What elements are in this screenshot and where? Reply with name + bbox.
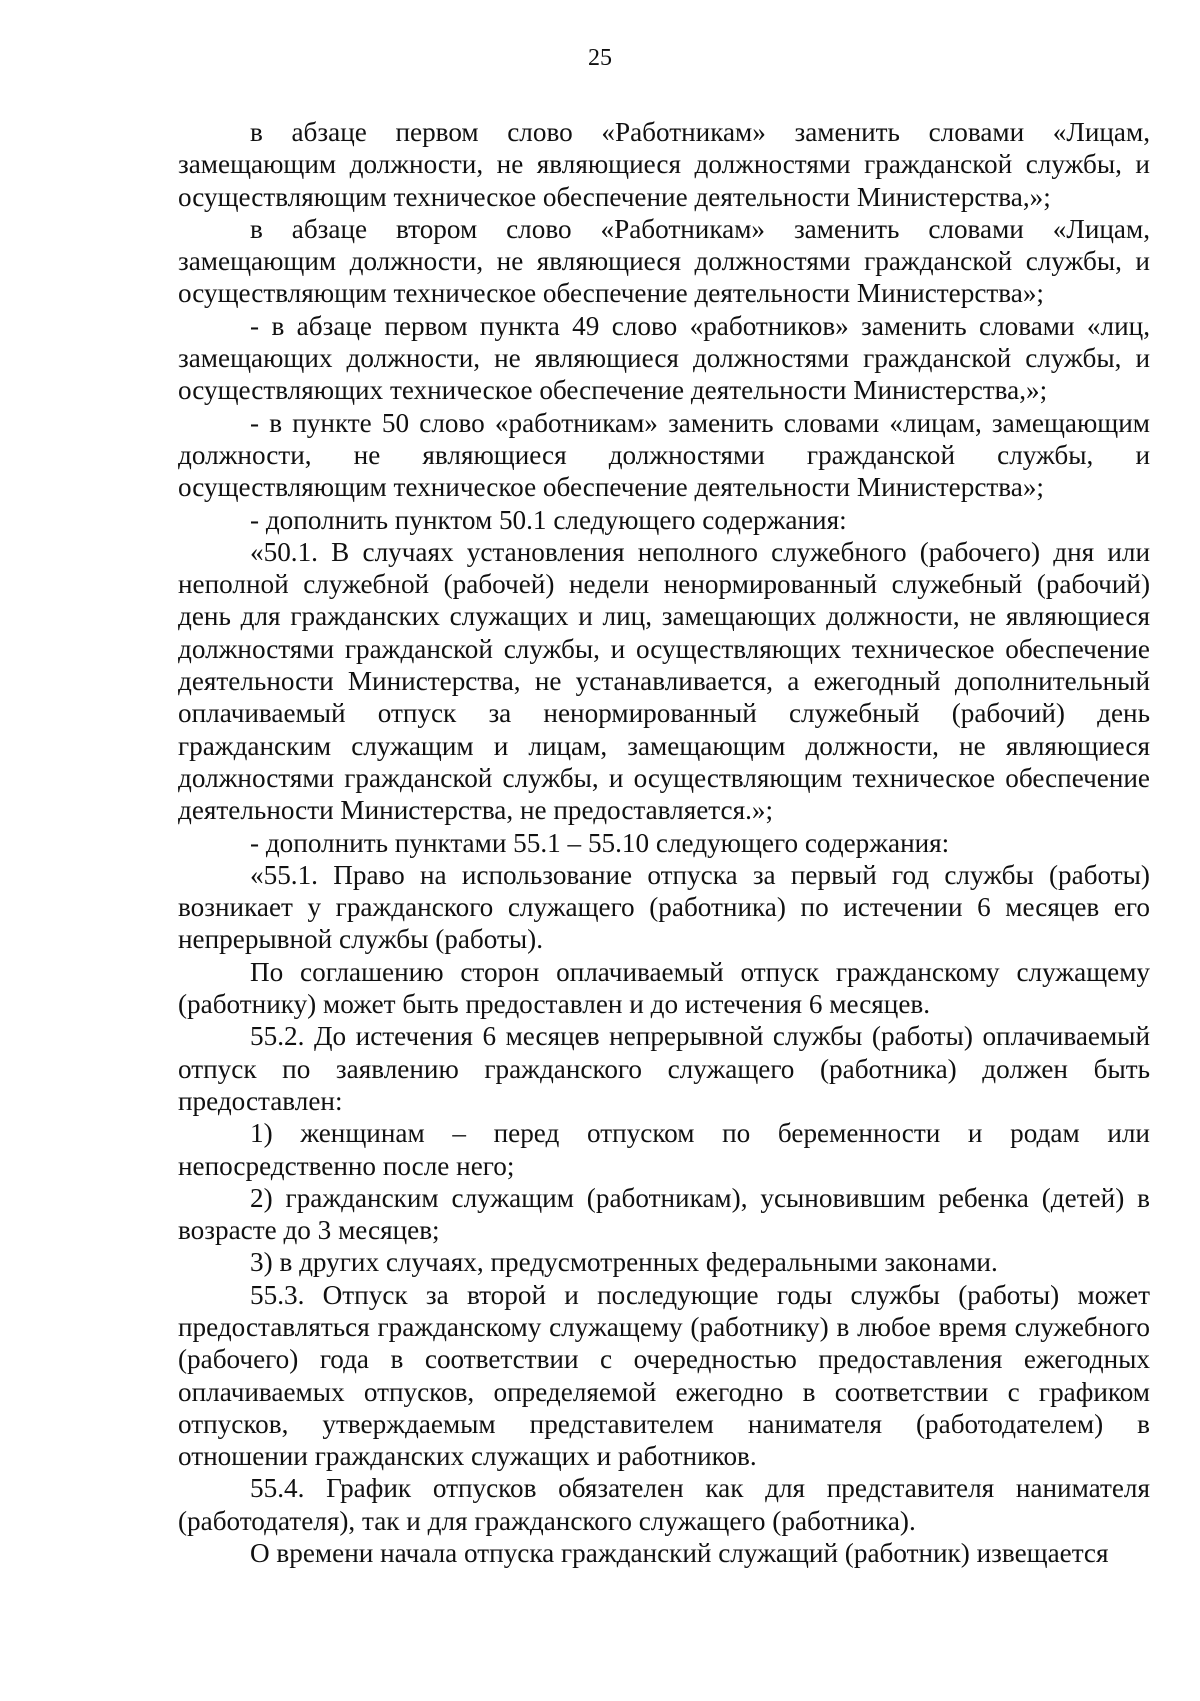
paragraph: 1) женщинам – перед отпуском по беременности и родам или непосредственно после него;	[178, 1118, 1150, 1181]
document-body	[178, 116, 1150, 1569]
paragraph: «55.1. Право на использование отпуска за первый год службы (работы) возникает у гражданского служащего (работника) по истечении 6 месяцев его непрерывной службы (работы).	[178, 859, 1150, 955]
paragraph: «50.1. В случаях установления неполного служебного (рабочего) дня или неполной служебной (рабочей) недели ненормированный служебный (рабочий) день для гражданских служащих и лиц, замещающих должности, не являющиеся должностями гражданской службы, и осуществляющих техническое обеспечение деятельности Министерства, не устанавливается, а ежегодный дополнительный оплачиваемый отпуск за ненормированный служебный (рабочий) день гражданским служащим и лицам, замещающим должности, не являющиеся должностями гражданской службы, и осуществляющим техническое обеспечение деятельности Министерства, не предоставляется.»;	[178, 536, 1150, 826]
paragraph: 55.3. Отпуск за второй и последующие годы службы (работы) может предоставляться гражданскому служащему (работнику) в любое время служебного (рабочего) года в соответствии с очередностью предоставления ежегодных оплачиваемых отпусков, определяемой ежегодно в соответствии с графиком отпусков, утверждаемым представителем нанимателя (работодателем) в отношении гражданских служащих и работников.	[178, 1279, 1150, 1472]
paragraph: - в абзаце первом пункта 49 слово «работников» заменить словами «лиц, замещающих должности, не являющиеся должностями гражданской службы, и осуществляющих техническое обеспечение деятельности Министерства,»;	[178, 310, 1150, 406]
paragraph: 55.2. До истечения 6 месяцев непрерывной службы (работы) оплачиваемый отпуск по заявлению гражданского служащего (работника) должен быть предоставлен:	[178, 1021, 1150, 1116]
paragraph: По соглашению сторон оплачиваемый отпуск гражданскому служащему (работнику) может быть предоставлен и до истечения 6 месяцев.	[178, 956, 1150, 1020]
paragraph: - в пункте 50 слово «работникам» заменить словами «лицам, замещающим должности, не являющиеся должностями гражданской службы, и осуществляющим техническое обеспечение деятельности Министерства»;	[178, 407, 1150, 503]
page-number: 25	[588, 45, 612, 71]
paragraph: в абзаце втором слово «Работникам» заменить словами «Лицам, замещающим должности, не являющиеся должностями гражданской службы, и осуществляющим техническое обеспечение деятельности Министерства»;	[178, 213, 1150, 309]
paragraph: - дополнить пунктами 55.1 – 55.10 следующего содержания:	[250, 827, 950, 858]
paragraph: - дополнить пунктом 50.1 следующего содержания:	[250, 504, 847, 535]
paragraph: 2) гражданским служащим (работникам), усыновившим ребенка (детей) в возрасте до 3 месяцев;	[178, 1182, 1150, 1246]
paragraph: в абзаце первом слово «Работникам» заменить словами «Лицам, замещающим должности, не являющиеся должностями гражданской службы, и осуществляющим техническое обеспечение деятельности Министерства,»;	[178, 117, 1150, 212]
paragraph: О времени начала отпуска гражданский служащий (работник) извещается	[250, 1538, 1109, 1569]
paragraph: 3) в других случаях, предусмотренных федеральными законами.	[250, 1247, 998, 1278]
paragraph: 55.4. График отпусков обязателен как для представителя нанимателя (работодателя), так и для гражданского служащего (работника).	[178, 1473, 1150, 1536]
